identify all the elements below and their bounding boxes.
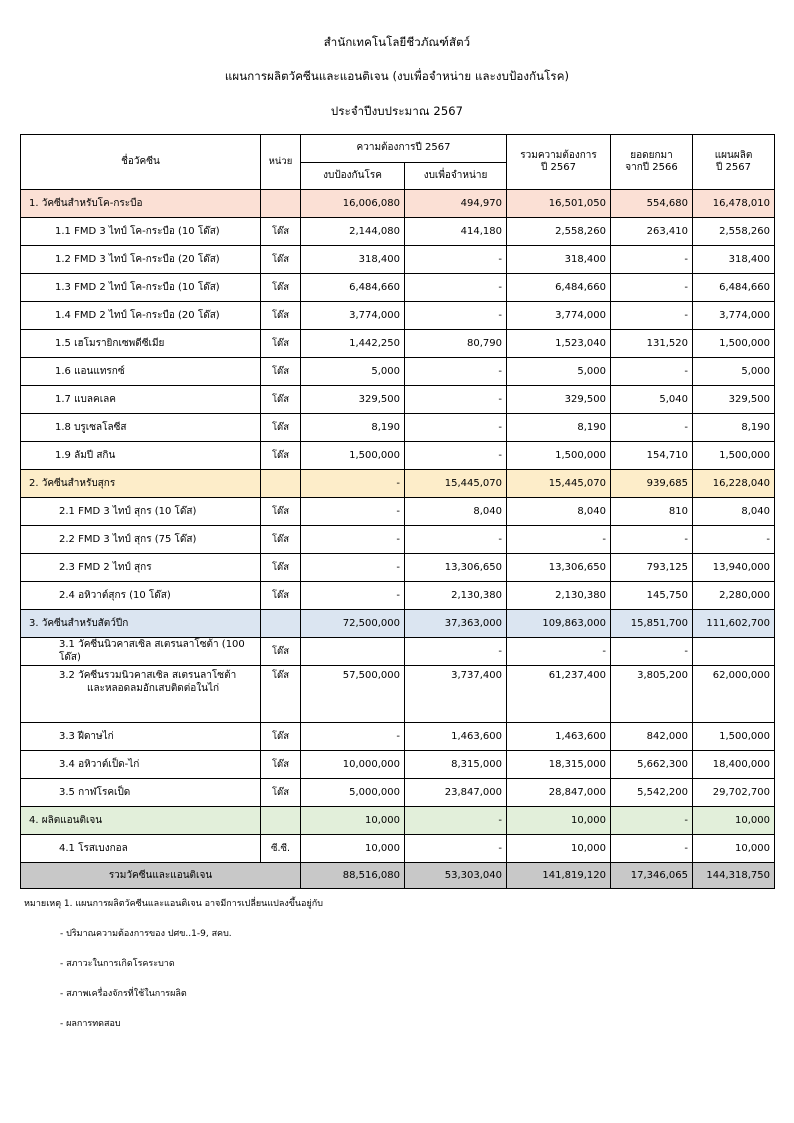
cell-unit bbox=[261, 807, 301, 835]
cell-production-plan: 6,484,660 bbox=[693, 274, 775, 302]
header-plan-line2: ปี 2567 bbox=[716, 162, 751, 174]
vaccine-name-text: 3.2 วัคซีนรวมนิวคาสเซิล สเตรนลาโซต้า bbox=[59, 670, 237, 682]
cell-demand-sale: 8,040 bbox=[405, 498, 507, 526]
cell-production-plan: 18,400,000 bbox=[693, 751, 775, 779]
cell-demand-prevention: 10,000 bbox=[301, 835, 405, 863]
cell-unit: โด๊ส bbox=[261, 218, 301, 246]
header-vaccine-name: ชื่อวัคซีน bbox=[21, 135, 261, 190]
vaccine-name-text: 1.5 เฮโมรายิกเซพดีซีเมีย bbox=[55, 337, 165, 349]
vaccine-name-text: 1.2 FMD 3 ไทป์ โค-กระบือ (20 โด๊ส) bbox=[55, 253, 220, 265]
table-row-group bbox=[21, 610, 775, 638]
header-carryover bbox=[611, 135, 693, 190]
cell-demand-prevention: 1,442,250 bbox=[301, 330, 405, 358]
vaccine-name-text: 3.5 กาฬโรคเป็ด bbox=[59, 786, 131, 798]
cell-carryover: - bbox=[611, 638, 693, 666]
table-row bbox=[21, 246, 775, 274]
cell-carryover: 810 bbox=[611, 498, 693, 526]
cell-demand-prevention: - bbox=[301, 470, 405, 498]
cell-total-demand: - bbox=[507, 638, 611, 666]
vaccine-name-text: 3.1 วัคซีนนิวคาสเซิล สเตรนลาโซต้า (100 โด๊ส) bbox=[59, 639, 245, 663]
table-row bbox=[21, 526, 775, 554]
cell-demand-sale: - bbox=[405, 414, 507, 442]
cell-vaccine-name bbox=[21, 835, 261, 863]
cell-total-demand: 318,400 bbox=[507, 246, 611, 274]
cell-demand-prevention: 1,500,000 bbox=[301, 442, 405, 470]
cell-carryover: - bbox=[611, 835, 693, 863]
header-total-demand-line2: ปี 2567 bbox=[541, 162, 576, 174]
cell-carryover: 5,542,200 bbox=[611, 779, 693, 807]
header-total-demand bbox=[507, 135, 611, 190]
header-carryover-line1: ยอดยกมา bbox=[630, 149, 673, 161]
cell-production-plan: 13,940,000 bbox=[693, 554, 775, 582]
cell-unit: โด๊ส bbox=[261, 498, 301, 526]
cell-production-plan: 10,000 bbox=[693, 807, 775, 835]
note-item: - สภาพเครื่องจักรที่ใช้ในการผลิต bbox=[60, 988, 187, 999]
notes-heading: หมายเหตุ 1. แผนการผลิตวัคซีนและแอนติเจน อาจมีการเปลี่ยนแปลงขึ้นอยู่กับ bbox=[24, 899, 323, 910]
cell-demand-sale: - bbox=[405, 302, 507, 330]
cell-vaccine-name bbox=[21, 442, 261, 470]
cell-total-demand: 3,774,000 bbox=[507, 302, 611, 330]
cell-vaccine-name bbox=[21, 470, 261, 498]
document-titles bbox=[0, 0, 794, 118]
header-demand-sale: งบเพื่อจำหน่าย bbox=[405, 162, 507, 190]
cell-demand-sale: - bbox=[405, 807, 507, 835]
cell-vaccine-name bbox=[21, 666, 261, 723]
cell-unit: โด๊ส bbox=[261, 751, 301, 779]
cell-total-demand: - bbox=[507, 526, 611, 554]
cell-vaccine-name bbox=[21, 274, 261, 302]
header-production-plan bbox=[693, 135, 775, 190]
notes-section bbox=[0, 889, 794, 1029]
cell-unit: โด๊ส bbox=[261, 723, 301, 751]
cell-demand-sale: 13,306,650 bbox=[405, 554, 507, 582]
cell-demand-sale: 8,315,000 bbox=[405, 751, 507, 779]
cell-vaccine-name bbox=[21, 414, 261, 442]
cell-vaccine-name bbox=[21, 302, 261, 330]
cell-total-demand: 16,501,050 bbox=[507, 190, 611, 218]
cell-carryover: 5,040 bbox=[611, 386, 693, 414]
table-row bbox=[21, 442, 775, 470]
cell-vaccine-name bbox=[21, 554, 261, 582]
cell-demand-prevention: 57,500,000 bbox=[301, 666, 405, 723]
cell-total-demand: 2,130,380 bbox=[507, 582, 611, 610]
table-row bbox=[21, 779, 775, 807]
cell-demand-sale: - bbox=[405, 442, 507, 470]
cell-total-demand: 28,847,000 bbox=[507, 779, 611, 807]
cell-demand-prevention: 5,000 bbox=[301, 358, 405, 386]
cell-demand-prevention: - bbox=[301, 723, 405, 751]
cell-unit bbox=[261, 610, 301, 638]
vaccine-name-text: 4.1 โรสเบงกอล bbox=[59, 842, 128, 854]
cell-demand-sale: 2,130,380 bbox=[405, 582, 507, 610]
cell-unit: โด๊ส bbox=[261, 246, 301, 274]
cell-unit: โด๊ส bbox=[261, 779, 301, 807]
cell-total-demand: 5,000 bbox=[507, 358, 611, 386]
cell-total-demand: 8,190 bbox=[507, 414, 611, 442]
cell-vaccine-name bbox=[21, 358, 261, 386]
header-row-top bbox=[21, 135, 775, 163]
cell-demand-sale: 37,363,000 bbox=[405, 610, 507, 638]
cell-vaccine-name bbox=[21, 386, 261, 414]
cell-demand-prevention: 72,500,000 bbox=[301, 610, 405, 638]
cell-total-demand: 10,000 bbox=[507, 807, 611, 835]
cell-demand-sale: - bbox=[405, 246, 507, 274]
cell-demand-sale: 23,847,000 bbox=[405, 779, 507, 807]
table-row bbox=[21, 330, 775, 358]
cell-vaccine-name bbox=[21, 246, 261, 274]
cell-demand-prevention: 318,400 bbox=[301, 246, 405, 274]
cell-total-demand: 13,306,650 bbox=[507, 554, 611, 582]
cell-carryover: 939,685 bbox=[611, 470, 693, 498]
table-row bbox=[21, 358, 775, 386]
vaccine-name-text: 1.7 แบลคเลค bbox=[55, 393, 116, 405]
grand-total-total: 141,819,120 bbox=[507, 863, 611, 889]
cell-production-plan: 1,500,000 bbox=[693, 442, 775, 470]
cell-unit: โด๊ส bbox=[261, 274, 301, 302]
cell-vaccine-name bbox=[21, 498, 261, 526]
cell-production-plan: 8,190 bbox=[693, 414, 775, 442]
cell-total-demand: 109,863,000 bbox=[507, 610, 611, 638]
grand-total-label: รวมวัคซีนและแอนติเจน bbox=[21, 863, 301, 889]
cell-vaccine-name bbox=[21, 610, 261, 638]
vaccine-name-text: 3.4 อหิวาต์เป็ด-ไก่ bbox=[59, 758, 140, 770]
vaccine-name-text: 4. ผลิตแอนติเจน bbox=[29, 814, 103, 826]
cell-carryover: - bbox=[611, 246, 693, 274]
table-row bbox=[21, 666, 775, 723]
vaccine-name-text: 1.8 บรูเซลโลซีส bbox=[55, 421, 127, 433]
cell-carryover: 145,750 bbox=[611, 582, 693, 610]
cell-demand-prevention: - bbox=[301, 526, 405, 554]
cell-carryover: - bbox=[611, 526, 693, 554]
cell-demand-sale: 414,180 bbox=[405, 218, 507, 246]
vaccine-name-text: 3. วัคซีนสำหรับสัตว์ปีก bbox=[29, 617, 129, 629]
header-demand-prevention: งบป้องกันโรค bbox=[301, 162, 405, 190]
cell-carryover: - bbox=[611, 414, 693, 442]
header-plan-line1: แผนผลิต bbox=[714, 149, 753, 161]
cell-total-demand: 15,445,070 bbox=[507, 470, 611, 498]
cell-total-demand: 1,500,000 bbox=[507, 442, 611, 470]
cell-demand-sale: 494,970 bbox=[405, 190, 507, 218]
vaccine-name-text: 1.1 FMD 3 ไทป์ โค-กระบือ (10 โด๊ส) bbox=[55, 225, 220, 237]
cell-production-plan: 3,774,000 bbox=[693, 302, 775, 330]
table-row bbox=[21, 751, 775, 779]
cell-demand-sale: - bbox=[405, 835, 507, 863]
cell-demand-prevention: 10,000,000 bbox=[301, 751, 405, 779]
cell-unit bbox=[261, 470, 301, 498]
vaccine-name-text: 3.3 ฝีดาษไก่ bbox=[59, 730, 114, 742]
cell-unit: โด๊ส bbox=[261, 638, 301, 666]
vaccine-name-text-line2: และหลอดลมอักเสบติดต่อในไก่ bbox=[87, 682, 220, 694]
table-row-group bbox=[21, 190, 775, 218]
cell-total-demand: 329,500 bbox=[507, 386, 611, 414]
grand-total-row bbox=[21, 863, 775, 889]
table-row bbox=[21, 498, 775, 526]
cell-demand-sale: 15,445,070 bbox=[405, 470, 507, 498]
grand-total-prevention: 88,516,080 bbox=[301, 863, 405, 889]
cell-demand-prevention: 8,190 bbox=[301, 414, 405, 442]
cell-vaccine-name bbox=[21, 526, 261, 554]
cell-vaccine-name bbox=[21, 638, 261, 666]
cell-production-plan: 1,500,000 bbox=[693, 330, 775, 358]
cell-total-demand: 18,315,000 bbox=[507, 751, 611, 779]
cell-total-demand: 10,000 bbox=[507, 835, 611, 863]
cell-unit: โด๊ส bbox=[261, 386, 301, 414]
vaccine-name-text: 2. วัคซีนสำหรับสุกร bbox=[29, 477, 116, 489]
cell-carryover: 3,805,200 bbox=[611, 666, 693, 723]
cell-unit: โด๊ส bbox=[261, 302, 301, 330]
cell-demand-sale: - bbox=[405, 526, 507, 554]
cell-carryover: 154,710 bbox=[611, 442, 693, 470]
cell-carryover: 263,410 bbox=[611, 218, 693, 246]
vaccine-name-text: 1.9 ลัมปี สกิน bbox=[55, 449, 116, 461]
vaccine-name-text: 2.2 FMD 3 ไทป์ สุกร (75 โด๊ส) bbox=[59, 533, 197, 545]
header-unit: หน่วย bbox=[261, 135, 301, 190]
cell-unit: โด๊ส bbox=[261, 414, 301, 442]
table-row bbox=[21, 582, 775, 610]
cell-demand-prevention: - bbox=[301, 498, 405, 526]
note-item: - ผลการทดสอบ bbox=[60, 1018, 121, 1029]
cell-demand-sale: 1,463,600 bbox=[405, 723, 507, 751]
cell-carryover: - bbox=[611, 302, 693, 330]
document-subtitle: แผนการผลิตวัคซีนและแอนติเจน (งบเพื่อจำหน่าย และงบป้องกันโรค) bbox=[224, 68, 570, 83]
fiscal-year-line: ประจำปีงบประมาณ 2567 bbox=[330, 103, 464, 118]
cell-vaccine-name bbox=[21, 330, 261, 358]
table-row bbox=[21, 554, 775, 582]
cell-total-demand: 1,523,040 bbox=[507, 330, 611, 358]
cell-demand-prevention: 10,000 bbox=[301, 807, 405, 835]
cell-carryover: 842,000 bbox=[611, 723, 693, 751]
organization-title: สำนักเทคโนโลยีชีวภัณฑ์สัตว์ bbox=[323, 35, 471, 49]
cell-total-demand: 6,484,660 bbox=[507, 274, 611, 302]
cell-carryover: - bbox=[611, 807, 693, 835]
cell-unit bbox=[261, 190, 301, 218]
grand-total-carryover: 17,346,065 bbox=[611, 863, 693, 889]
cell-demand-sale: - bbox=[405, 274, 507, 302]
cell-unit: โด๊ส bbox=[261, 554, 301, 582]
cell-production-plan: 10,000 bbox=[693, 835, 775, 863]
table-row-group bbox=[21, 807, 775, 835]
vaccine-name-text: 2.4 อหิวาต์สุกร (10 โด๊ส) bbox=[59, 589, 171, 601]
cell-carryover: - bbox=[611, 358, 693, 386]
cell-unit: โด๊ส bbox=[261, 358, 301, 386]
cell-production-plan: 29,702,700 bbox=[693, 779, 775, 807]
cell-unit: โด๊ส bbox=[261, 330, 301, 358]
cell-total-demand: 61,237,400 bbox=[507, 666, 611, 723]
cell-vaccine-name bbox=[21, 779, 261, 807]
table-row bbox=[21, 414, 775, 442]
table-body bbox=[21, 190, 775, 863]
cell-production-plan: 329,500 bbox=[693, 386, 775, 414]
cell-carryover: 5,662,300 bbox=[611, 751, 693, 779]
cell-vaccine-name bbox=[21, 218, 261, 246]
cell-demand-prevention: 3,774,000 bbox=[301, 302, 405, 330]
cell-demand-prevention: 5,000,000 bbox=[301, 779, 405, 807]
cell-carryover: 793,125 bbox=[611, 554, 693, 582]
vaccine-name-text: 1.3 FMD 2 ไทป์ โค-กระบือ (10 โด๊ส) bbox=[55, 281, 220, 293]
cell-carryover: 131,520 bbox=[611, 330, 693, 358]
cell-demand-sale: - bbox=[405, 358, 507, 386]
table-row bbox=[21, 302, 775, 330]
cell-vaccine-name bbox=[21, 807, 261, 835]
cell-production-plan: 111,602,700 bbox=[693, 610, 775, 638]
cell-demand-sale: 80,790 bbox=[405, 330, 507, 358]
cell-unit: โด๊ส bbox=[261, 666, 301, 723]
table-row bbox=[21, 835, 775, 863]
cell-production-plan: 5,000 bbox=[693, 358, 775, 386]
cell-demand-prevention: - bbox=[301, 582, 405, 610]
header-total-demand-line1: รวมความต้องการ bbox=[520, 149, 597, 161]
cell-demand-sale: 3,737,400 bbox=[405, 666, 507, 723]
cell-vaccine-name bbox=[21, 582, 261, 610]
table-row bbox=[21, 723, 775, 751]
cell-production-plan: 1,500,000 bbox=[693, 723, 775, 751]
cell-demand-prevention: 2,144,080 bbox=[301, 218, 405, 246]
table-row bbox=[21, 386, 775, 414]
cell-demand-prevention: 16,006,080 bbox=[301, 190, 405, 218]
cell-vaccine-name bbox=[21, 190, 261, 218]
cell-production-plan: 8,040 bbox=[693, 498, 775, 526]
cell-carryover: 554,680 bbox=[611, 190, 693, 218]
vaccine-name-text: 1. วัคซีนสำหรับโค-กระบือ bbox=[29, 197, 143, 209]
table-row-group bbox=[21, 470, 775, 498]
cell-demand-prevention: 6,484,660 bbox=[301, 274, 405, 302]
vaccine-production-plan-table bbox=[20, 134, 775, 889]
cell-carryover: - bbox=[611, 274, 693, 302]
grand-total-sale: 53,303,040 bbox=[405, 863, 507, 889]
header-carryover-line2: จากปี 2566 bbox=[625, 162, 678, 174]
cell-carryover: 15,851,700 bbox=[611, 610, 693, 638]
cell-demand-prevention bbox=[301, 638, 405, 666]
cell-production-plan: 16,478,010 bbox=[693, 190, 775, 218]
cell-production-plan: 318,400 bbox=[693, 246, 775, 274]
cell-unit: ซี.ซี. bbox=[261, 835, 301, 863]
note-item: - ปริมาณความต้องการของ ปศข..1-9, สคบ. bbox=[60, 929, 232, 940]
table-header bbox=[21, 135, 775, 190]
cell-unit: โด๊ส bbox=[261, 582, 301, 610]
cell-demand-sale: - bbox=[405, 638, 507, 666]
cell-production-plan bbox=[693, 638, 775, 666]
cell-production-plan: 62,000,000 bbox=[693, 666, 775, 723]
note-item: - สภาวะในการเกิดโรคระบาด bbox=[60, 958, 175, 969]
cell-production-plan: 2,558,260 bbox=[693, 218, 775, 246]
vaccine-name-text: 1.6 แอนแทรกซ์ bbox=[55, 365, 125, 377]
cell-demand-prevention: - bbox=[301, 554, 405, 582]
table-row bbox=[21, 274, 775, 302]
cell-unit: โด๊ส bbox=[261, 526, 301, 554]
table-footer bbox=[21, 863, 775, 889]
notes-list bbox=[24, 929, 794, 1029]
header-demand-group: ความต้องการปี 2567 bbox=[301, 135, 507, 163]
cell-total-demand: 8,040 bbox=[507, 498, 611, 526]
table-row bbox=[21, 218, 775, 246]
table-container bbox=[0, 134, 794, 889]
cell-production-plan: - bbox=[693, 526, 775, 554]
cell-total-demand: 2,558,260 bbox=[507, 218, 611, 246]
cell-production-plan: 2,280,000 bbox=[693, 582, 775, 610]
vaccine-name-text: 1.4 FMD 2 ไทป์ โค-กระบือ (20 โด๊ส) bbox=[55, 309, 220, 321]
cell-production-plan: 16,228,040 bbox=[693, 470, 775, 498]
table-row bbox=[21, 638, 775, 666]
cell-demand-sale: - bbox=[405, 386, 507, 414]
cell-demand-prevention: 329,500 bbox=[301, 386, 405, 414]
cell-unit: โด๊ส bbox=[261, 442, 301, 470]
vaccine-name-text: 2.3 FMD 2 ไทป์ สุกร bbox=[59, 561, 152, 573]
cell-vaccine-name bbox=[21, 751, 261, 779]
vaccine-name-text: 2.1 FMD 3 ไทป์ สุกร (10 โด๊ส) bbox=[59, 505, 197, 517]
grand-total-plan: 144,318,750 bbox=[693, 863, 775, 889]
cell-total-demand: 1,463,600 bbox=[507, 723, 611, 751]
cell-vaccine-name bbox=[21, 723, 261, 751]
